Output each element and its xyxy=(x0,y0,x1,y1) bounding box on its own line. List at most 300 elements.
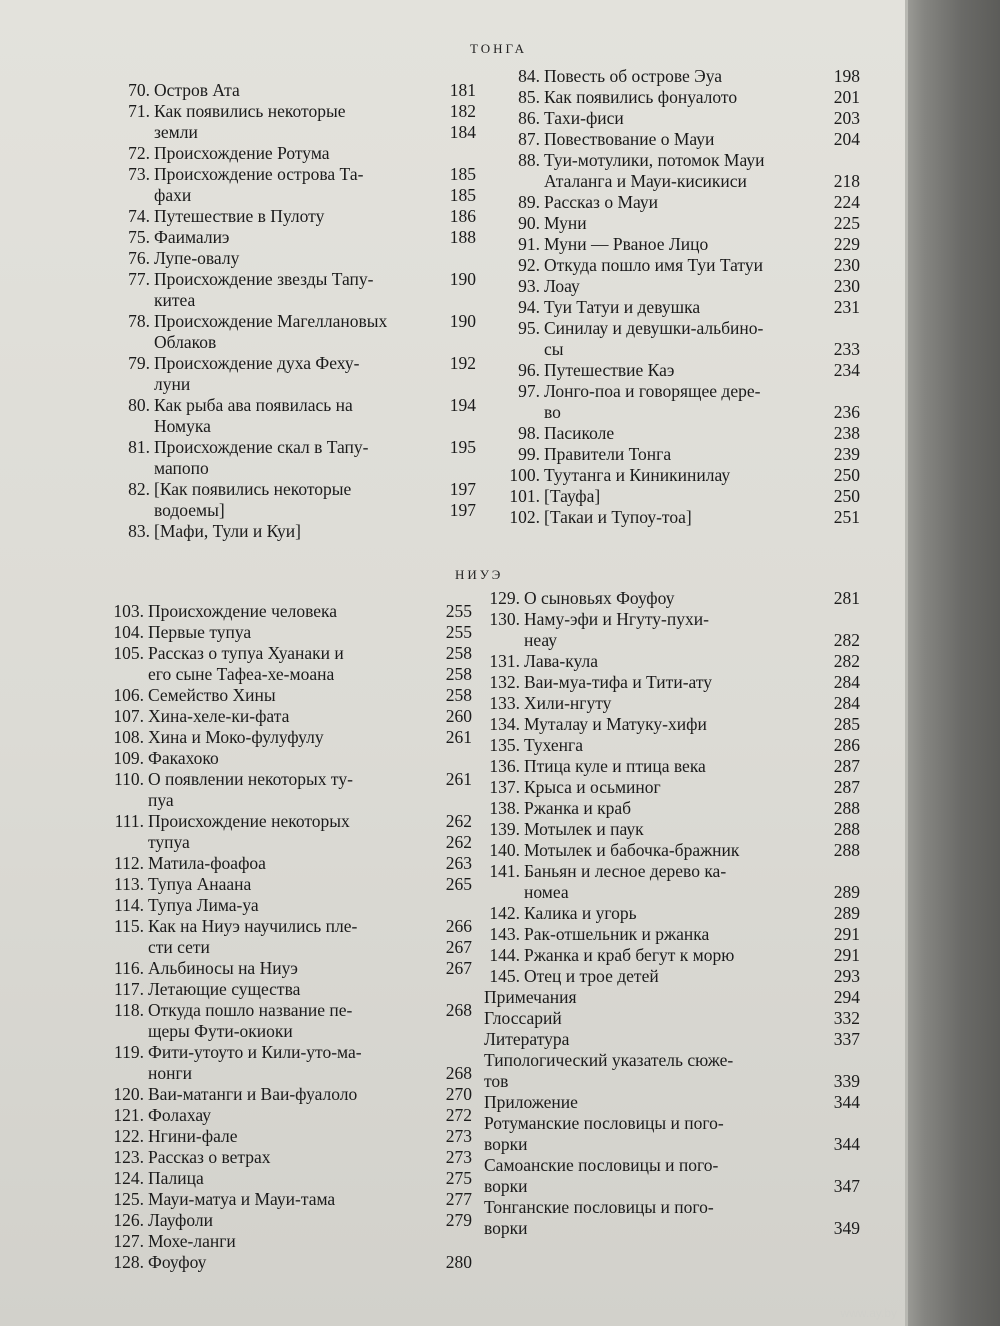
toc-entry-title: Факахоко xyxy=(148,748,219,768)
toc-entry-page: 184 xyxy=(449,122,476,142)
toc-entry-number: 133. xyxy=(489,693,520,713)
toc-entry-number: 136. xyxy=(489,756,520,776)
toc-entry-page: 262 xyxy=(445,832,472,852)
toc-entry-title: земли xyxy=(154,122,198,142)
toc-entry-number: 108. xyxy=(113,727,144,747)
toc-entry-page: 258 xyxy=(445,643,472,663)
toc-entry-number: 73. xyxy=(128,164,150,184)
toc-entry xyxy=(116,269,476,311)
toc-entry-title: Как рыба ава появилась на xyxy=(154,395,353,415)
toc-entry-title: Как появились некоторые xyxy=(154,101,346,121)
toc-entry-page: 230 xyxy=(833,255,860,275)
toc-entry-number: 77. xyxy=(128,269,150,289)
toc-entry-title: щеры Фути-окиоки xyxy=(148,1021,293,1041)
toc-entry-title: неау xyxy=(524,630,557,650)
toc-entry-page: 339 xyxy=(833,1071,860,1091)
toc-entry-page: 255 xyxy=(445,601,472,621)
toc-entry-page: 190 xyxy=(449,269,476,289)
toc-entry-page: 234 xyxy=(833,360,860,380)
toc-entry xyxy=(500,318,860,360)
toc-entry xyxy=(116,437,476,479)
toc-entry-title: Мохе-ланги xyxy=(148,1231,236,1251)
toc-column-niue-left xyxy=(110,601,472,1273)
toc-entry-page: 190 xyxy=(449,311,476,331)
toc-entry-number: 115. xyxy=(114,916,144,936)
toc-entry xyxy=(480,1050,860,1092)
toc-entry-page: 270 xyxy=(445,1084,472,1104)
toc-entry-number: 135. xyxy=(489,735,520,755)
toc-entry-title: Синилау и девушки-альбино- xyxy=(544,318,764,338)
toc-entry-title: Ржанка и краб бегут к морю xyxy=(524,945,735,965)
toc-entry xyxy=(110,601,472,622)
toc-entry-title: Номука xyxy=(154,416,211,436)
toc-entry-page: 267 xyxy=(445,958,472,978)
toc-entry-title: Происхождение острова Та- xyxy=(154,164,364,184)
toc-entry xyxy=(500,234,860,255)
toc-entry xyxy=(110,769,472,811)
toc-entry xyxy=(116,80,476,101)
toc-entry-title: его сыне Тафеа-хе-моана xyxy=(148,664,335,684)
toc-entry-number: 97. xyxy=(518,381,540,401)
toc-entry xyxy=(480,966,860,987)
toc-entry xyxy=(116,395,476,437)
toc-entry-page: 201 xyxy=(833,87,860,107)
toc-entry-page: 250 xyxy=(833,465,860,485)
toc-entry-number: 140. xyxy=(489,840,520,860)
toc-entry xyxy=(480,672,860,693)
toc-entry-title: Летающие существа xyxy=(148,979,301,999)
toc-entry-number: 111. xyxy=(114,811,144,831)
toc-entry xyxy=(110,643,472,685)
toc-entry-title: Типологический указатель сюже- xyxy=(484,1050,734,1070)
toc-entry-page: 347 xyxy=(833,1176,860,1196)
toc-entry-title: Мауи-матуа и Мауи-тама xyxy=(148,1189,336,1209)
toc-entry-title: Муни xyxy=(544,213,587,233)
toc-entry-title: Тахи-фиси xyxy=(544,108,624,128)
toc-entry xyxy=(500,213,860,234)
toc-entry-number: 121. xyxy=(113,1105,144,1125)
toc-entry-title: Баньян и лесное дерево ка- xyxy=(524,861,727,881)
toc-entry-page: 262 xyxy=(445,811,472,831)
toc-entry-number: 87. xyxy=(518,129,540,149)
toc-entry-page: 291 xyxy=(833,945,860,965)
toc-entry-title: Фаималиэ xyxy=(154,227,230,247)
toc-entry-page: 218 xyxy=(833,171,860,191)
toc-entry xyxy=(500,87,860,108)
toc-entry-number: 70. xyxy=(128,80,150,100)
toc-entry-title: Туутанга и Киникинилау xyxy=(544,465,731,485)
toc-entry xyxy=(110,1042,472,1084)
toc-entry-number: 119. xyxy=(114,1042,144,1062)
toc-entry-title: Муталау и Матуку-хифи xyxy=(524,714,707,734)
toc-entry-page: 284 xyxy=(833,693,860,713)
toc-entry-page: 268 xyxy=(445,1000,472,1020)
toc-entry-page: 286 xyxy=(833,735,860,755)
toc-entry-page: 272 xyxy=(445,1105,472,1125)
toc-entry-page: 289 xyxy=(833,882,860,902)
toc-entry-page: 197 xyxy=(449,500,476,520)
toc-entry-title: Как появились фонуалото xyxy=(544,87,738,107)
toc-entry xyxy=(110,727,472,748)
toc-entry-page: 229 xyxy=(833,234,860,254)
toc-entry xyxy=(480,609,860,651)
toc-entry-title: [Такаи и Тупоу-тоа] xyxy=(544,507,692,527)
toc-entry-number: 101. xyxy=(509,486,540,506)
toc-entry xyxy=(480,756,860,777)
toc-entry-page: 285 xyxy=(833,714,860,734)
toc-entry-number: 88. xyxy=(518,150,540,170)
toc-entry-number: 126. xyxy=(113,1210,144,1230)
toc-entry-number: 78. xyxy=(128,311,150,331)
toc-entry xyxy=(116,353,476,395)
toc-entry-page: 258 xyxy=(445,664,472,684)
toc-entry xyxy=(116,521,476,542)
toc-entry-page: 250 xyxy=(833,486,860,506)
toc-entry-title: Происхождение духа Феху- xyxy=(154,353,360,373)
toc-entry-number: 95. xyxy=(518,318,540,338)
toc-entry-number: 90. xyxy=(518,213,540,233)
toc-entry-number: 76. xyxy=(128,248,150,268)
toc-entry xyxy=(110,874,472,895)
toc-entry xyxy=(110,1084,472,1105)
toc-entry-page: 344 xyxy=(833,1092,860,1112)
toc-entry xyxy=(480,1113,860,1155)
toc-entry-page: 279 xyxy=(445,1210,472,1230)
toc-entry-page: 337 xyxy=(833,1029,860,1049)
toc-entry-page: 203 xyxy=(833,108,860,128)
toc-entry xyxy=(480,798,860,819)
toc-entry xyxy=(500,465,860,486)
toc-entry xyxy=(480,1155,860,1197)
toc-entry xyxy=(116,164,476,206)
toc-entry-number: 107. xyxy=(113,706,144,726)
toc-entry-title: номеа xyxy=(524,882,569,902)
toc-entry-title: сы xyxy=(544,339,564,359)
toc-entry xyxy=(116,311,476,353)
toc-entry-page: 273 xyxy=(445,1126,472,1146)
toc-entry xyxy=(500,381,860,423)
toc-entry-title: Первые тупуа xyxy=(148,622,252,642)
toc-entry-number: 132. xyxy=(489,672,520,692)
toc-entry-page: 197 xyxy=(449,479,476,499)
toc-entry xyxy=(110,811,472,853)
toc-entry-number: 84. xyxy=(518,66,540,86)
toc-entry xyxy=(110,853,472,874)
toc-entry xyxy=(480,903,860,924)
toc-entry-title: тов xyxy=(484,1071,509,1091)
toc-entry xyxy=(110,685,472,706)
toc-entry xyxy=(110,979,472,1000)
toc-entry-title: Муни — Рваное Лицо xyxy=(544,234,709,254)
toc-entry xyxy=(110,895,472,916)
toc-entry-number: 106. xyxy=(113,685,144,705)
toc-entry xyxy=(116,143,476,164)
toc-entry-page: 268 xyxy=(445,1063,472,1083)
toc-entry-title: Тупуа Анаана xyxy=(148,874,252,894)
toc-entry-title: Путешествие в Пулоту xyxy=(154,206,325,226)
toc-entry-page: 288 xyxy=(833,840,860,860)
toc-entry xyxy=(480,1092,860,1113)
toc-entry-page: 344 xyxy=(833,1134,860,1154)
toc-entry-title: Ротуманские пословицы и пого- xyxy=(484,1113,724,1133)
toc-entry-page: 280 xyxy=(445,1252,472,1272)
toc-entry-number: 75. xyxy=(128,227,150,247)
toc-entry-number: 124. xyxy=(113,1168,144,1188)
toc-entry-title: Путешествие Каэ xyxy=(544,360,675,380)
toc-entry-title: Хина и Моко-фулуфулу xyxy=(148,727,324,747)
toc-entry-title: Нгини-фале xyxy=(148,1126,238,1146)
toc-entry xyxy=(480,1029,860,1050)
toc-entry-number: 144. xyxy=(489,945,520,965)
toc-entry-title: Аталанга и Мауи-кисикиси xyxy=(544,171,747,191)
toc-entry-number: 80. xyxy=(128,395,150,415)
toc-entry-number: 99. xyxy=(518,444,540,464)
toc-entry-title: пуа xyxy=(148,790,174,810)
toc-entry-number: 131. xyxy=(489,651,520,671)
toc-entry xyxy=(116,479,476,521)
toc-entry xyxy=(110,1231,472,1252)
toc-entry-title: Альбиносы на Ниуэ xyxy=(148,958,298,978)
toc-entry-title: Лонго-поа и говорящее дере- xyxy=(544,381,761,401)
toc-entry xyxy=(500,66,860,87)
toc-entry xyxy=(480,861,860,903)
toc-entry-number: 86. xyxy=(518,108,540,128)
toc-entry-title: китеа xyxy=(154,290,196,310)
toc-entry xyxy=(500,150,860,192)
toc-entry-title: Фолахау xyxy=(148,1105,211,1125)
toc-entry-number: 81. xyxy=(128,437,150,457)
toc-entry-number: 91. xyxy=(518,234,540,254)
toc-entry-title: О появлении некоторых ту- xyxy=(148,769,353,789)
section-heading-tonga: ТОНГА xyxy=(470,41,528,56)
toc-entry-number: 143. xyxy=(489,924,520,944)
toc-entry-page: 288 xyxy=(833,798,860,818)
toc-entry-page: 231 xyxy=(833,297,860,317)
toc-entry-title: Тонганские пословицы и пого- xyxy=(484,1197,714,1217)
toc-entry-title: Лава-кула xyxy=(524,651,598,671)
toc-entry-number: 89. xyxy=(518,192,540,212)
toc-entry-number: 103. xyxy=(113,601,144,621)
toc-entry-title: Наму-эфи и Нгуту-пухи- xyxy=(524,609,709,629)
toc-entry xyxy=(500,297,860,318)
toc-entry-number: 94. xyxy=(518,297,540,317)
toc-entry-number: 118. xyxy=(114,1000,144,1020)
toc-entry xyxy=(480,777,860,798)
toc-entry-number: 129. xyxy=(489,588,520,608)
toc-entry-number: 123. xyxy=(113,1147,144,1167)
toc-entry-number: 116. xyxy=(114,958,144,978)
toc-entry-page: 233 xyxy=(833,339,860,359)
toc-entry-title: Самоанские пословицы и пого- xyxy=(484,1155,719,1175)
toc-entry-page: 265 xyxy=(445,874,472,894)
toc-entry xyxy=(500,507,860,528)
toc-entry-page: 277 xyxy=(445,1189,472,1209)
toc-entry xyxy=(110,1000,472,1042)
toc-entry-title: Мотылек и бабочка-бражник xyxy=(524,840,740,860)
toc-entry-title: Тупуа Лима-уа xyxy=(148,895,259,915)
toc-entry-number: 79. xyxy=(128,353,150,373)
toc-entry-title: Тухенга xyxy=(524,735,583,755)
toc-entry-title: Рак-отшельник и ржанка xyxy=(524,924,710,944)
toc-entry-title: Глоссарий xyxy=(484,1008,562,1028)
toc-entry-number: 71. xyxy=(128,101,150,121)
toc-entry-number: 137. xyxy=(489,777,520,797)
toc-entry xyxy=(110,958,472,979)
toc-entry xyxy=(500,108,860,129)
toc-entry-title: Примечания xyxy=(484,987,577,1007)
toc-entry xyxy=(480,693,860,714)
toc-entry-title: Крыса и осьминог xyxy=(524,777,661,797)
toc-entry xyxy=(110,1147,472,1168)
toc-entry-title: Туи-мотулики, потомок Мауи xyxy=(544,150,765,170)
toc-entry-title: Откуда пошло название пе- xyxy=(148,1000,353,1020)
toc-entry-page: 287 xyxy=(833,756,860,776)
toc-entry-title: Палица xyxy=(148,1168,204,1188)
toc-entry-page: 294 xyxy=(833,987,860,1007)
toc-entry-title: Ваи-матанги и Ваи-фуалоло xyxy=(148,1084,358,1104)
toc-entry-number: 110. xyxy=(114,769,144,789)
toc-entry-title: Литература xyxy=(484,1029,570,1049)
watermark: www.ay.by xyxy=(840,1306,897,1320)
toc-entry-page: 293 xyxy=(833,966,860,986)
toc-entry-title: [Мафи, Тули и Куи] xyxy=(154,521,301,541)
toc-entry-page: 258 xyxy=(445,685,472,705)
toc-entry xyxy=(500,423,860,444)
toc-entry xyxy=(480,651,860,672)
toc-entry-number: 114. xyxy=(114,895,144,915)
toc-entry-title: Повествование о Мауи xyxy=(544,129,715,149)
toc-entry xyxy=(500,192,860,213)
toc-entry-title: сти сети xyxy=(148,937,210,957)
toc-entry-number: 139. xyxy=(489,819,520,839)
toc-entry-title: Фоуфоу xyxy=(148,1252,207,1272)
toc-entry xyxy=(110,1189,472,1210)
toc-entry-page: 275 xyxy=(445,1168,472,1188)
toc-entry-page: 204 xyxy=(833,129,860,149)
toc-entry-title: фахи xyxy=(154,185,192,205)
toc-entry-number: 142. xyxy=(489,903,520,923)
toc-entry-number: 83. xyxy=(128,521,150,541)
toc-entry-page: 181 xyxy=(449,80,476,100)
toc-entry-page: 198 xyxy=(833,66,860,86)
toc-entry xyxy=(480,735,860,756)
toc-entry-title: Хили-нгуту xyxy=(524,693,612,713)
toc-entry xyxy=(480,819,860,840)
toc-entry xyxy=(110,748,472,769)
toc-entry-page: 185 xyxy=(449,185,476,205)
toc-entry-title: ворки xyxy=(484,1218,528,1238)
toc-entry-title: водоемы] xyxy=(154,500,225,520)
toc-entry xyxy=(500,255,860,276)
toc-entry-title: Семейство Хины xyxy=(148,685,276,705)
toc-entry-title: Калика и угорь xyxy=(524,903,637,923)
toc-entry-page: 273 xyxy=(445,1147,472,1167)
toc-entry-title: [Тауфа] xyxy=(544,486,601,506)
toc-entry-number: 127. xyxy=(113,1231,144,1251)
section-heading-niue: НИУЭ xyxy=(455,567,504,582)
toc-entry-number: 92. xyxy=(518,255,540,275)
toc-entry-page: 266 xyxy=(445,916,472,936)
toc-entry-title: ворки xyxy=(484,1134,528,1154)
toc-entry-title: мапопо xyxy=(154,458,209,478)
toc-entry-number: 138. xyxy=(489,798,520,818)
toc-entry xyxy=(480,945,860,966)
toc-entry-title: Приложение xyxy=(484,1092,578,1112)
toc-entry-page: 194 xyxy=(449,395,476,415)
toc-entry-title: Рассказ о тупуа Хуанаки и xyxy=(148,643,344,663)
toc-entry-page: 195 xyxy=(449,437,476,457)
toc-entry-title: Происхождение Ротума xyxy=(154,143,330,163)
toc-entry-number: 112. xyxy=(114,853,144,873)
toc-entry-title: Лауфоли xyxy=(148,1210,214,1230)
toc-entry-number: 113. xyxy=(114,874,144,894)
toc-entry-page: 263 xyxy=(445,853,472,873)
toc-entry xyxy=(116,101,476,143)
toc-entry-page: 251 xyxy=(833,507,860,527)
toc-entry-title: Птица куле и птица века xyxy=(524,756,706,776)
toc-entry xyxy=(110,622,472,643)
toc-entry-page: 185 xyxy=(449,164,476,184)
toc-entry xyxy=(480,840,860,861)
toc-entry-page: 291 xyxy=(833,924,860,944)
toc-entry-number: 72. xyxy=(128,143,150,163)
toc-entry-page: 238 xyxy=(833,423,860,443)
toc-entry xyxy=(500,129,860,150)
toc-entry xyxy=(480,987,860,1008)
toc-entry xyxy=(480,1197,860,1239)
toc-entry xyxy=(110,1252,472,1273)
toc-entry-number: 74. xyxy=(128,206,150,226)
toc-entry xyxy=(110,706,472,727)
toc-entry-title: Происхождение звезды Тапу- xyxy=(154,269,374,289)
toc-entry-number: 141. xyxy=(489,861,520,881)
toc-entry-page: 289 xyxy=(833,903,860,923)
toc-entry-page: 261 xyxy=(445,727,472,747)
toc-entry-page: 186 xyxy=(449,206,476,226)
toc-entry-number: 120. xyxy=(113,1084,144,1104)
toc-entry xyxy=(480,1008,860,1029)
toc-entry-title: Происхождение скал в Тапу- xyxy=(154,437,369,457)
toc-entry xyxy=(500,486,860,507)
toc-entry xyxy=(110,1210,472,1231)
toc-entry-page: 236 xyxy=(833,402,860,422)
toc-entry-title: Правители Тонга xyxy=(544,444,672,464)
toc-entry xyxy=(480,714,860,735)
toc-entry-page: 284 xyxy=(833,672,860,692)
toc-entry xyxy=(480,924,860,945)
toc-column-tonga-right xyxy=(500,66,860,528)
toc-entry-title: [Как появились некоторые xyxy=(154,479,352,499)
toc-entry-page: 182 xyxy=(449,101,476,121)
toc-entry-page: 239 xyxy=(833,444,860,464)
toc-entry-title: Облаков xyxy=(154,332,217,352)
toc-entry-title: Ржанка и краб xyxy=(524,798,631,818)
toc-entry-number: 122. xyxy=(113,1126,144,1146)
toc-entry-title: нонги xyxy=(148,1063,193,1083)
toc-entry-number: 93. xyxy=(518,276,540,296)
toc-entry-title: Отец и трое детей xyxy=(524,966,659,986)
toc-entry xyxy=(500,360,860,381)
toc-entry-title: во xyxy=(544,402,561,422)
toc-entry-page: 288 xyxy=(833,819,860,839)
toc-entry-title: Мотылек и паук xyxy=(524,819,644,839)
toc-entry-title: Происхождение Магеллановых xyxy=(154,311,388,331)
toc-entry-title: ворки xyxy=(484,1176,528,1196)
toc-column-niue-right xyxy=(480,588,860,1239)
toc-entry-number: 85. xyxy=(518,87,540,107)
toc-entry-number: 96. xyxy=(518,360,540,380)
toc-entry-title: Фити-утоуто и Кили-уто-ма- xyxy=(148,1042,362,1062)
